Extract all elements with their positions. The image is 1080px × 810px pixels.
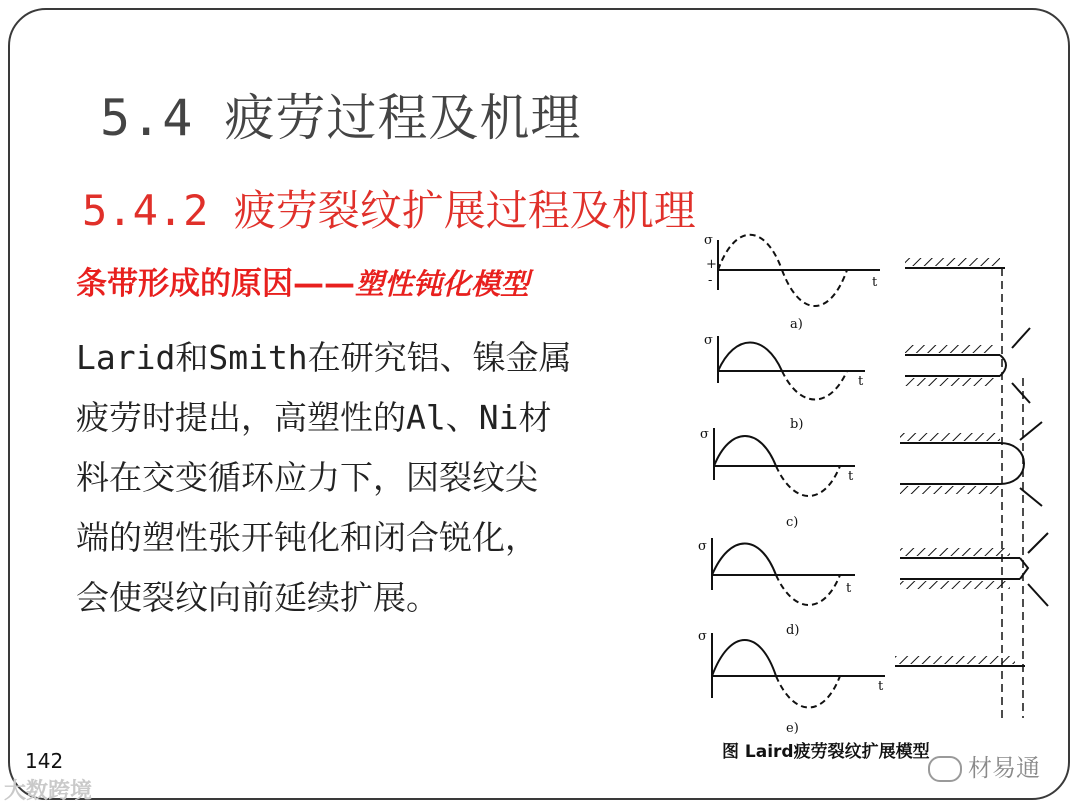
minus-label: - bbox=[708, 273, 713, 288]
laird-model-figure bbox=[690, 228, 1060, 738]
page-number: 142 bbox=[25, 749, 64, 773]
sigma-label: σ bbox=[698, 539, 707, 554]
watermark-right bbox=[928, 748, 1040, 783]
heading-model-name: 塑性钝化模型 bbox=[355, 267, 530, 301]
panel-d-label: d) bbox=[786, 623, 800, 638]
t-label: t bbox=[872, 275, 878, 290]
slide-subtitle: 5.4.2 疲劳裂纹扩展过程及机理 bbox=[82, 186, 696, 235]
panel-c-label: c) bbox=[786, 515, 799, 530]
sigma-label: σ bbox=[698, 629, 707, 644]
body-paragraph bbox=[76, 328, 671, 628]
t-label: t bbox=[878, 679, 884, 694]
slide-title: 5.4 疲劳过程及机理 bbox=[100, 89, 582, 147]
panel-e-label: e) bbox=[786, 721, 799, 736]
watermark-right-text: 材易通 bbox=[968, 754, 1040, 782]
panel-a-waveform bbox=[704, 233, 880, 332]
heading-main: 条带形成的原因—— bbox=[76, 266, 355, 302]
panel-d-waveform bbox=[698, 538, 855, 638]
wechat-icon bbox=[928, 756, 962, 782]
t-label: t bbox=[858, 374, 864, 389]
t-label: t bbox=[848, 469, 854, 484]
body-line: 料在交变循环应力下，因裂纹尖 bbox=[76, 458, 538, 497]
panel-e-waveform bbox=[698, 629, 885, 736]
sigma-label: σ bbox=[704, 233, 713, 248]
crack-tip-schematics bbox=[895, 258, 1048, 718]
panel-b-label: b) bbox=[790, 417, 804, 432]
panel-c-waveform bbox=[700, 427, 855, 530]
panel-a-label: a) bbox=[790, 317, 803, 332]
t-label: t bbox=[846, 581, 852, 596]
body-line: 会使裂纹向前延续扩展。 bbox=[76, 578, 439, 617]
plus-label: + bbox=[706, 257, 717, 272]
panel-b-waveform bbox=[704, 333, 865, 432]
sigma-label: σ bbox=[704, 333, 713, 348]
body-line: 端的塑性张开钝化和闭合锐化， bbox=[76, 518, 538, 557]
watermark-left: 大数跨境 bbox=[4, 779, 93, 804]
body-line: 疲劳时提出，高塑性的Al、Ni材 bbox=[76, 398, 552, 437]
sigma-label: σ bbox=[700, 427, 709, 442]
section-heading bbox=[76, 258, 529, 303]
figure-caption: 图 Laird疲劳裂纹扩展模型 bbox=[722, 742, 930, 762]
body-line: Larid和Smith在研究铝、镍金属 bbox=[76, 338, 572, 377]
